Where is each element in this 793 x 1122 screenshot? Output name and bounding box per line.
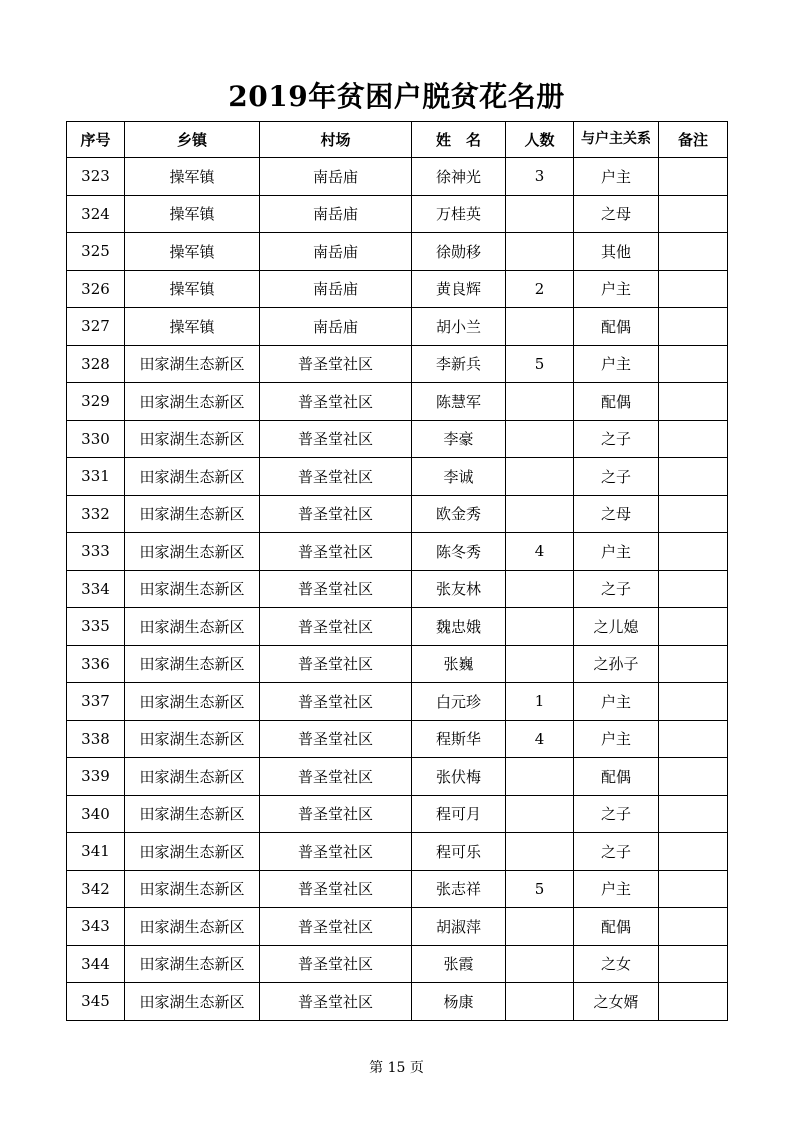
cell-relation: 之孙子 [574, 645, 659, 683]
cell-relation: 其他 [574, 233, 659, 271]
cell-seq: 324 [67, 195, 125, 233]
table-row [67, 420, 728, 458]
cell-town: 田家湖生态新区 [125, 458, 260, 496]
cell-village: 普圣堂社区 [260, 645, 412, 683]
cell-relation: 户主 [574, 720, 659, 758]
cell-count [506, 570, 574, 608]
cell-remark [659, 645, 728, 683]
cell-count [506, 908, 574, 946]
cell-name: 万桂英 [412, 195, 506, 233]
cell-seq: 329 [67, 383, 125, 421]
cell-remark [659, 308, 728, 346]
cell-count: 2 [506, 270, 574, 308]
header-village: 村场 [260, 122, 412, 158]
cell-town: 田家湖生态新区 [125, 420, 260, 458]
cell-remark [659, 983, 728, 1021]
cell-remark [659, 720, 728, 758]
cell-remark [659, 420, 728, 458]
cell-relation: 户主 [574, 270, 659, 308]
table-row [67, 233, 728, 271]
cell-seq: 337 [67, 683, 125, 721]
cell-seq: 343 [67, 908, 125, 946]
cell-seq: 335 [67, 608, 125, 646]
cell-name: 白元珍 [412, 683, 506, 721]
header-name: 姓 名 [412, 122, 506, 158]
cell-remark [659, 570, 728, 608]
cell-count [506, 758, 574, 796]
cell-remark [659, 758, 728, 796]
cell-relation: 户主 [574, 870, 659, 908]
cell-seq: 333 [67, 533, 125, 571]
cell-count [506, 608, 574, 646]
cell-count [506, 983, 574, 1021]
cell-count: 4 [506, 533, 574, 571]
cell-seq: 345 [67, 983, 125, 1021]
table-row [67, 158, 728, 196]
cell-remark [659, 533, 728, 571]
cell-village: 南岳庙 [260, 308, 412, 346]
page-title: 2019年贫困户脱贫花名册 [228, 80, 565, 113]
cell-village: 普圣堂社区 [260, 383, 412, 421]
cell-count [506, 233, 574, 271]
cell-relation: 配偶 [574, 383, 659, 421]
cell-town: 田家湖生态新区 [125, 533, 260, 571]
table-header-row [67, 122, 728, 158]
cell-town: 田家湖生态新区 [125, 345, 260, 383]
roster-table [66, 121, 728, 1021]
cell-relation: 配偶 [574, 908, 659, 946]
cell-remark [659, 945, 728, 983]
cell-town: 田家湖生态新区 [125, 645, 260, 683]
cell-seq: 328 [67, 345, 125, 383]
cell-seq: 344 [67, 945, 125, 983]
cell-remark [659, 795, 728, 833]
cell-village: 普圣堂社区 [260, 908, 412, 946]
cell-town: 田家湖生态新区 [125, 720, 260, 758]
cell-name: 李诚 [412, 458, 506, 496]
cell-count [506, 458, 574, 496]
cell-seq: 334 [67, 570, 125, 608]
cell-seq: 323 [67, 158, 125, 196]
cell-name: 李新兵 [412, 345, 506, 383]
cell-seq: 340 [67, 795, 125, 833]
cell-relation: 户主 [574, 158, 659, 196]
cell-remark [659, 833, 728, 871]
cell-town: 操军镇 [125, 233, 260, 271]
table-row [67, 945, 728, 983]
table-row [67, 983, 728, 1021]
cell-count: 1 [506, 683, 574, 721]
cell-village: 南岳庙 [260, 158, 412, 196]
cell-relation: 之子 [574, 420, 659, 458]
cell-seq: 341 [67, 833, 125, 871]
cell-relation: 之子 [574, 458, 659, 496]
cell-name: 程可月 [412, 795, 506, 833]
cell-town: 田家湖生态新区 [125, 608, 260, 646]
table-row [67, 645, 728, 683]
cell-count [506, 308, 574, 346]
cell-town: 操军镇 [125, 308, 260, 346]
cell-name: 张巍 [412, 645, 506, 683]
cell-remark [659, 233, 728, 271]
cell-remark [659, 195, 728, 233]
cell-village: 普圣堂社区 [260, 495, 412, 533]
table-row [67, 195, 728, 233]
cell-count: 5 [506, 870, 574, 908]
cell-count [506, 420, 574, 458]
cell-seq: 338 [67, 720, 125, 758]
cell-seq: 325 [67, 233, 125, 271]
cell-remark [659, 458, 728, 496]
cell-count: 4 [506, 720, 574, 758]
cell-village: 普圣堂社区 [260, 458, 412, 496]
cell-relation: 之母 [574, 495, 659, 533]
cell-remark [659, 683, 728, 721]
table-row [67, 308, 728, 346]
page-number: 第 15 页 [369, 1060, 424, 1076]
table-row [67, 270, 728, 308]
cell-town: 田家湖生态新区 [125, 908, 260, 946]
cell-name: 魏忠娥 [412, 608, 506, 646]
cell-seq: 327 [67, 308, 125, 346]
table-row [67, 795, 728, 833]
cell-name: 张友林 [412, 570, 506, 608]
cell-remark [659, 608, 728, 646]
table-row [67, 345, 728, 383]
cell-village: 普圣堂社区 [260, 570, 412, 608]
cell-relation: 之子 [574, 795, 659, 833]
cell-relation: 户主 [574, 345, 659, 383]
table-row [67, 458, 728, 496]
cell-seq: 332 [67, 495, 125, 533]
cell-seq: 331 [67, 458, 125, 496]
cell-village: 普圣堂社区 [260, 533, 412, 571]
cell-town: 田家湖生态新区 [125, 795, 260, 833]
cell-remark [659, 158, 728, 196]
cell-village: 普圣堂社区 [260, 795, 412, 833]
cell-village: 南岳庙 [260, 233, 412, 271]
table-row [67, 570, 728, 608]
cell-name: 程斯华 [412, 720, 506, 758]
cell-town: 田家湖生态新区 [125, 833, 260, 871]
cell-remark [659, 270, 728, 308]
cell-town: 田家湖生态新区 [125, 870, 260, 908]
header-relation: 与户主关系 [574, 122, 659, 158]
cell-name: 程可乐 [412, 833, 506, 871]
cell-relation: 之母 [574, 195, 659, 233]
table-row [67, 383, 728, 421]
cell-name: 杨康 [412, 983, 506, 1021]
table-row [67, 908, 728, 946]
cell-relation: 配偶 [574, 758, 659, 796]
cell-name: 胡淑萍 [412, 908, 506, 946]
header-remark: 备注 [659, 122, 728, 158]
cell-name: 徐勋移 [412, 233, 506, 271]
cell-name: 张志祥 [412, 870, 506, 908]
header-seq: 序号 [67, 122, 125, 158]
cell-seq: 342 [67, 870, 125, 908]
cell-village: 普圣堂社区 [260, 720, 412, 758]
cell-remark [659, 345, 728, 383]
cell-name: 胡小兰 [412, 308, 506, 346]
cell-remark [659, 908, 728, 946]
cell-name: 张伏梅 [412, 758, 506, 796]
cell-count [506, 833, 574, 871]
table-row [67, 833, 728, 871]
cell-name: 张霞 [412, 945, 506, 983]
cell-seq: 339 [67, 758, 125, 796]
cell-village: 普圣堂社区 [260, 833, 412, 871]
cell-name: 陈慧军 [412, 383, 506, 421]
cell-count [506, 645, 574, 683]
table-row [67, 720, 728, 758]
cell-village: 普圣堂社区 [260, 945, 412, 983]
cell-village: 普圣堂社区 [260, 870, 412, 908]
table-row [67, 683, 728, 721]
cell-town: 田家湖生态新区 [125, 945, 260, 983]
cell-village: 普圣堂社区 [260, 983, 412, 1021]
table-row [67, 533, 728, 571]
cell-village: 普圣堂社区 [260, 758, 412, 796]
table-row [67, 608, 728, 646]
cell-seq: 330 [67, 420, 125, 458]
cell-village: 普圣堂社区 [260, 683, 412, 721]
table-row [67, 870, 728, 908]
cell-count: 5 [506, 345, 574, 383]
cell-count [506, 383, 574, 421]
cell-name: 陈冬秀 [412, 533, 506, 571]
cell-count [506, 195, 574, 233]
cell-relation: 配偶 [574, 308, 659, 346]
cell-seq: 336 [67, 645, 125, 683]
cell-name: 徐神光 [412, 158, 506, 196]
cell-seq: 326 [67, 270, 125, 308]
table-row [67, 758, 728, 796]
cell-relation: 之儿媳 [574, 608, 659, 646]
cell-relation: 之子 [574, 833, 659, 871]
cell-town: 操军镇 [125, 195, 260, 233]
cell-name: 黄良辉 [412, 270, 506, 308]
cell-relation: 之子 [574, 570, 659, 608]
cell-relation: 户主 [574, 683, 659, 721]
table-body [67, 158, 728, 1021]
cell-count [506, 795, 574, 833]
cell-town: 田家湖生态新区 [125, 570, 260, 608]
cell-remark [659, 383, 728, 421]
cell-remark [659, 495, 728, 533]
cell-relation: 之女 [574, 945, 659, 983]
cell-village: 普圣堂社区 [260, 608, 412, 646]
table-row [67, 495, 728, 533]
cell-count: 3 [506, 158, 574, 196]
cell-relation: 户主 [574, 533, 659, 571]
cell-village: 南岳庙 [260, 270, 412, 308]
cell-town: 操军镇 [125, 270, 260, 308]
cell-name: 欧金秀 [412, 495, 506, 533]
cell-village: 南岳庙 [260, 195, 412, 233]
cell-town: 田家湖生态新区 [125, 495, 260, 533]
cell-name: 李豪 [412, 420, 506, 458]
cell-relation: 之女婿 [574, 983, 659, 1021]
header-count: 人数 [506, 122, 574, 158]
cell-count [506, 945, 574, 983]
cell-town: 操军镇 [125, 158, 260, 196]
cell-village: 普圣堂社区 [260, 345, 412, 383]
cell-town: 田家湖生态新区 [125, 983, 260, 1021]
cell-remark [659, 870, 728, 908]
cell-town: 田家湖生态新区 [125, 383, 260, 421]
cell-town: 田家湖生态新区 [125, 758, 260, 796]
cell-town: 田家湖生态新区 [125, 683, 260, 721]
header-town: 乡镇 [125, 122, 260, 158]
cell-village: 普圣堂社区 [260, 420, 412, 458]
cell-count [506, 495, 574, 533]
